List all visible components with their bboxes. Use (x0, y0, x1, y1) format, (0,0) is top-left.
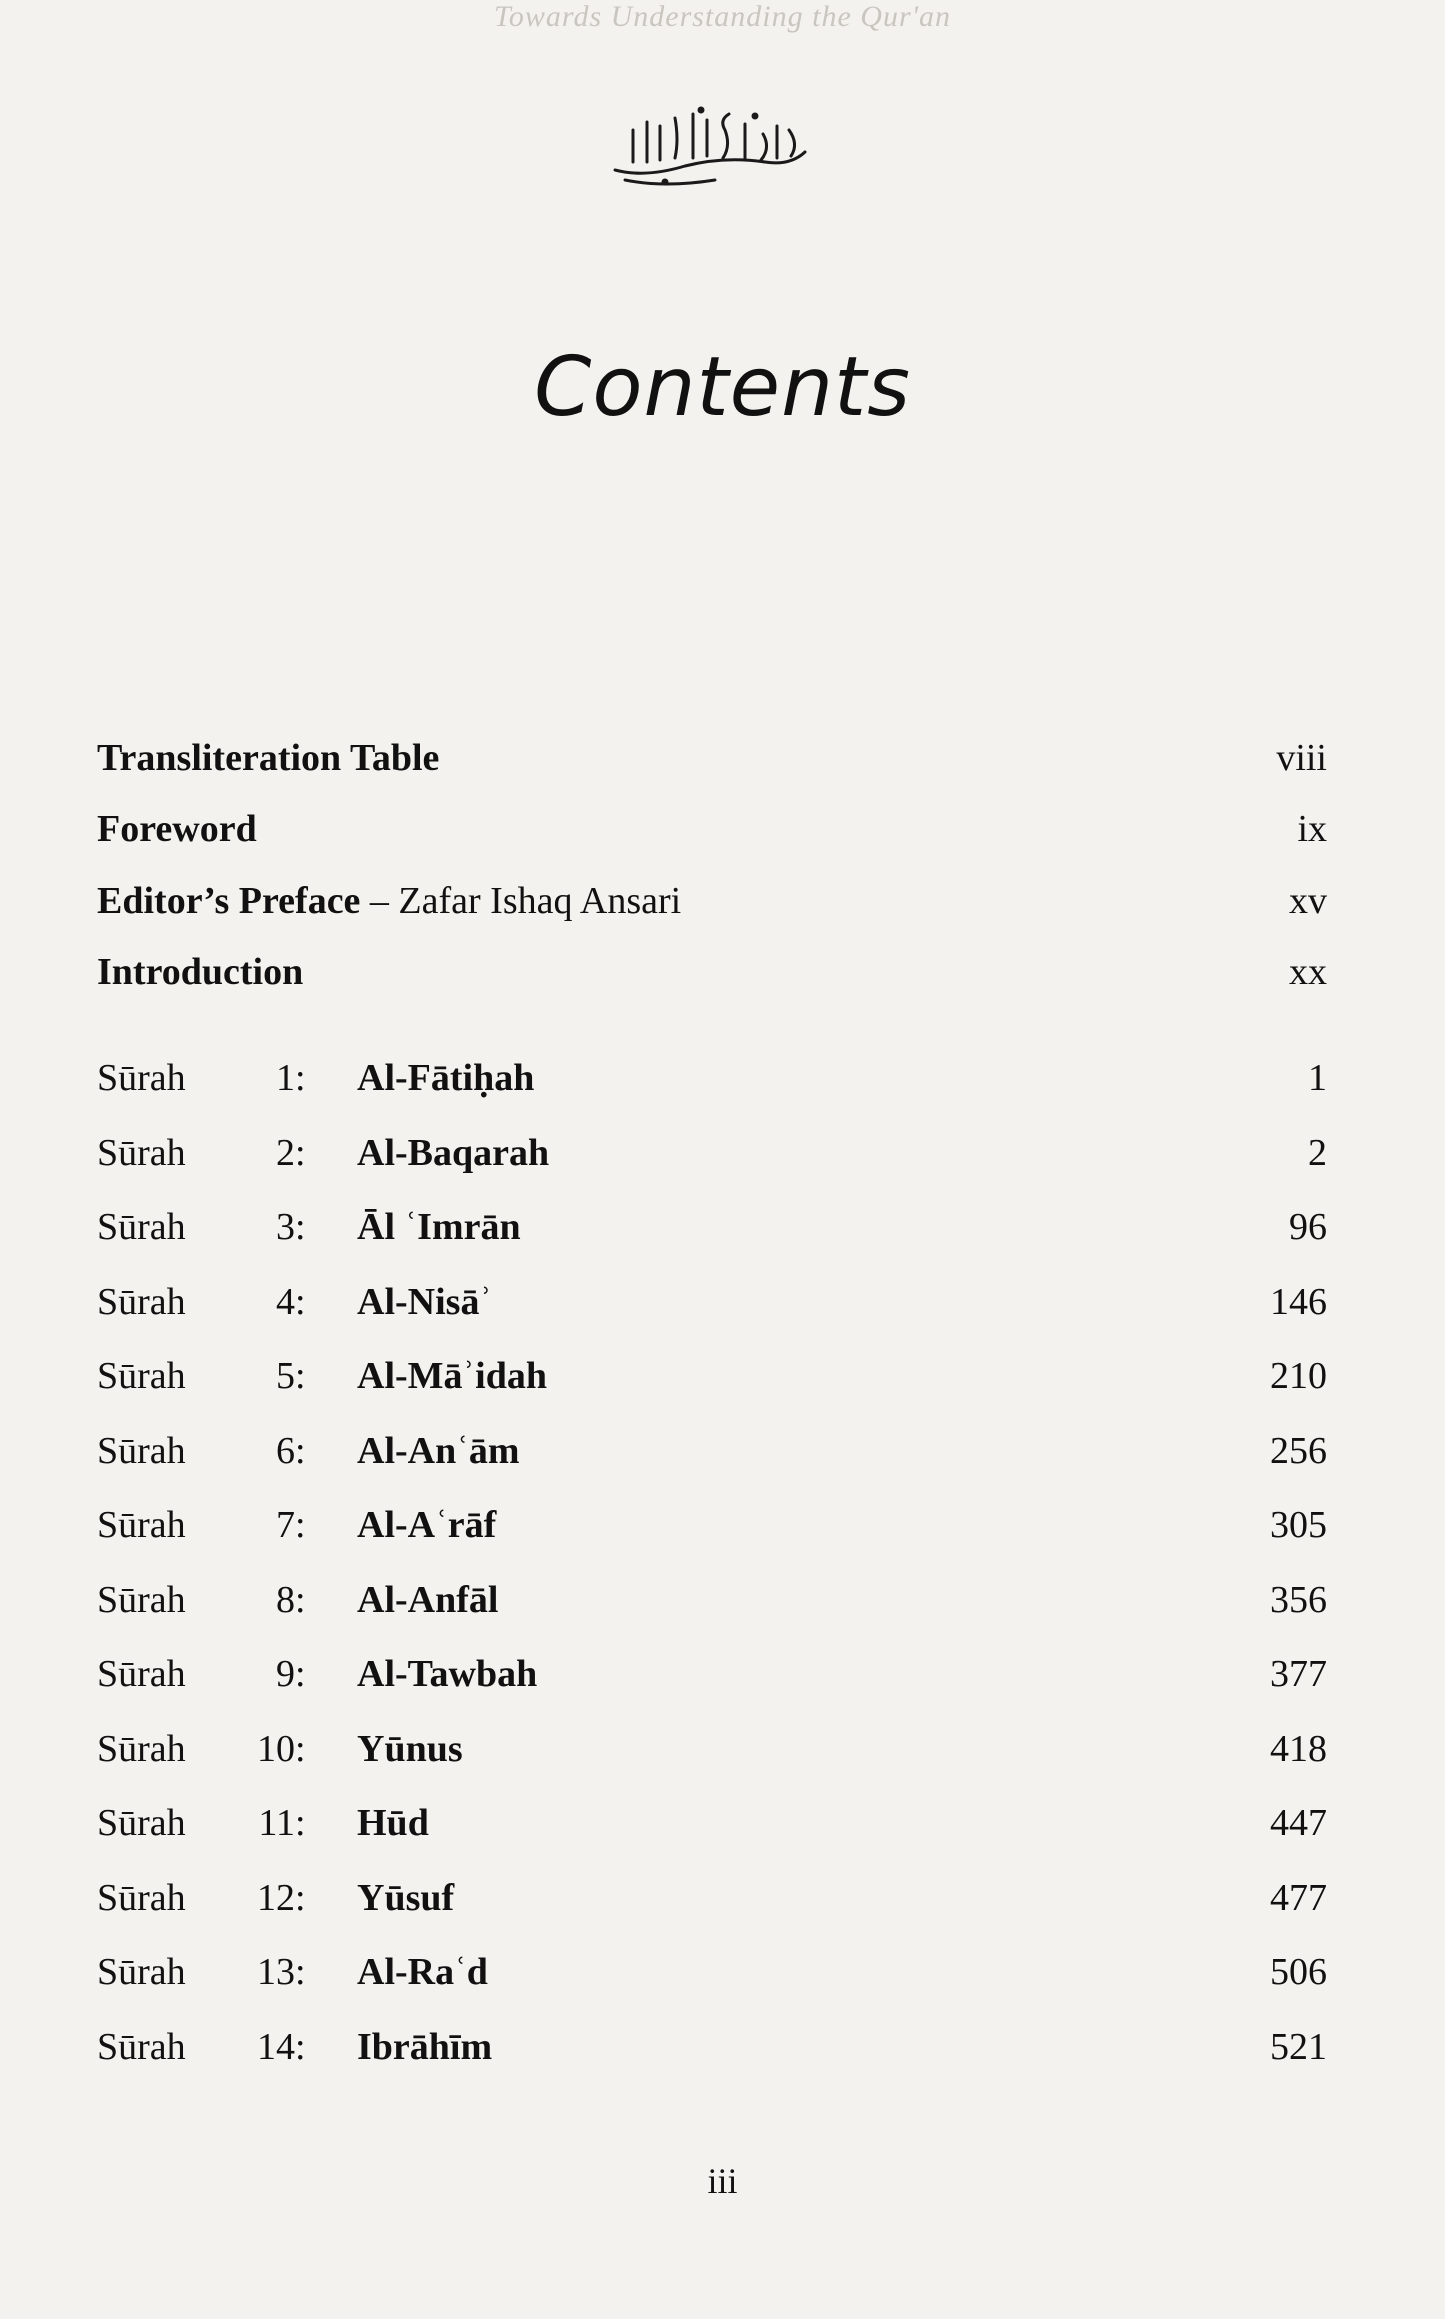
surah-number: 11 (258, 1802, 295, 1844)
surah-entry[interactable] (97, 1798, 1327, 1848)
surah-colon: : (295, 1653, 306, 1695)
surah-word: Sūrah (97, 1429, 186, 1472)
surah-word: Sūrah (97, 2025, 186, 2068)
surah-number: 4 (276, 1280, 295, 1323)
entry-label: Introduction (97, 951, 304, 993)
surah-number: 14 (257, 2025, 295, 2068)
surah-name: Al-Anfāl (357, 1578, 499, 1621)
surah-number: 7 (276, 1504, 295, 1546)
surah-page: 305 (1270, 1504, 1327, 1546)
surah-colon: : (295, 1802, 306, 1844)
surah-page: 210 (1270, 1355, 1327, 1397)
surah-name: Yūnus (357, 1727, 463, 1770)
entry-label: Foreword (97, 808, 257, 850)
bismillah-calligraphy-icon (605, 100, 815, 190)
surah-word: Sūrah (97, 1951, 186, 1993)
surah-name: Al-Māʾidah (357, 1355, 547, 1397)
surah-number: 1 (276, 1057, 295, 1099)
surah-word: Sūrah (97, 1653, 186, 1695)
entry-author: – Zafar Ishaq Ansari (360, 880, 682, 922)
toc-entry[interactable] (97, 733, 1327, 783)
surah-page: 146 (1270, 1280, 1327, 1323)
surah-colon: : (295, 1578, 306, 1621)
surah-entry[interactable] (97, 1575, 1327, 1625)
surah-number: 12 (257, 1876, 295, 1919)
surah-word: Sūrah (97, 1057, 186, 1099)
surah-page: 377 (1270, 1653, 1327, 1695)
surah-entry[interactable] (97, 1649, 1327, 1699)
surah-page: 477 (1270, 1876, 1327, 1919)
surah-name: Al-Anʿām (357, 1429, 520, 1472)
surah-word: Sūrah (97, 1355, 186, 1397)
surah-colon: : (295, 1131, 306, 1174)
entry-page: xx (1289, 951, 1327, 993)
surah-word: Sūrah (97, 1802, 186, 1844)
surah-name: Āl ʿImrān (357, 1206, 521, 1248)
toc-entry[interactable] (97, 804, 1327, 854)
page-title: Contents (534, 340, 911, 435)
surah-number: 5 (276, 1355, 295, 1397)
surah-word: Sūrah (97, 1504, 186, 1546)
surah-name: Hūd (357, 1802, 429, 1844)
surah-entry[interactable] (97, 2022, 1327, 2072)
surah-entry[interactable] (97, 1500, 1327, 1550)
surah-colon: : (295, 1951, 306, 1993)
surah-number: 8 (276, 1578, 295, 1621)
surah-entry[interactable] (97, 1947, 1327, 1997)
page-number: iii (707, 2161, 738, 2201)
surah-colon: : (295, 1504, 306, 1546)
surah-entry[interactable] (97, 1873, 1327, 1923)
surah-colon: : (295, 1206, 306, 1248)
entry-label: Transliteration Table (97, 737, 440, 779)
surah-entry[interactable] (97, 1053, 1327, 1103)
toc-entry[interactable] (97, 947, 1327, 997)
surah-word: Sūrah (97, 1131, 186, 1174)
surah-colon: : (295, 1057, 306, 1099)
surah-name: Yūsuf (357, 1876, 455, 1919)
surah-number: 6 (276, 1429, 295, 1472)
entry-page: xv (1289, 880, 1327, 922)
surah-word: Sūrah (97, 1206, 186, 1248)
surah-word: Sūrah (97, 1578, 186, 1621)
surah-page: 418 (1270, 1727, 1327, 1770)
surah-page: 356 (1270, 1578, 1327, 1621)
surah-name: Al-Tawbah (357, 1653, 538, 1695)
surah-page: 447 (1270, 1802, 1327, 1844)
entry-page: ix (1297, 808, 1327, 850)
surah-page: 506 (1270, 1951, 1327, 1993)
surah-colon: : (295, 1727, 306, 1770)
surah-number: 3 (276, 1206, 295, 1248)
surah-entry[interactable] (97, 1426, 1327, 1476)
surah-name: Al-Raʿd (357, 1951, 488, 1993)
surah-number: 2 (276, 1131, 295, 1174)
surah-page: 96 (1289, 1206, 1327, 1248)
surah-number: 9 (276, 1653, 295, 1695)
running-header: Towards Understanding the Qur'an (493, 0, 952, 33)
surah-page: 256 (1270, 1429, 1327, 1472)
toc-entry[interactable] (97, 876, 1327, 926)
surah-number: 10 (257, 1727, 295, 1770)
entry-page: viii (1276, 737, 1327, 779)
surah-word: Sūrah (97, 1727, 186, 1770)
surah-entry[interactable] (97, 1128, 1327, 1178)
entry-label: Editor’s Preface (97, 880, 361, 922)
surah-entry[interactable] (97, 1724, 1327, 1774)
surah-entry[interactable] (97, 1277, 1327, 1327)
surah-name: Ibrāhīm (357, 2025, 493, 2068)
surah-word: Sūrah (97, 1876, 186, 1919)
surah-entry[interactable] (97, 1351, 1327, 1401)
surah-number: 13 (257, 1951, 295, 1993)
surah-name: Al-Baqarah (357, 1131, 550, 1174)
surah-page: 1 (1308, 1057, 1327, 1099)
surah-colon: : (295, 1429, 306, 1472)
surah-page: 521 (1270, 2025, 1327, 2068)
surah-name: Al-Fātiḥah (357, 1057, 535, 1099)
surah-colon: : (295, 1280, 306, 1323)
surah-name: Al-Nisāʾ (357, 1280, 493, 1323)
surah-name: Al-Aʿrāf (357, 1504, 497, 1546)
surah-colon: : (295, 1876, 306, 1919)
surah-page: 2 (1308, 1131, 1327, 1174)
surah-entry[interactable] (97, 1202, 1327, 1252)
surah-word: Sūrah (97, 1280, 186, 1323)
surah-colon: : (295, 2025, 306, 2068)
surah-colon: : (295, 1355, 306, 1397)
